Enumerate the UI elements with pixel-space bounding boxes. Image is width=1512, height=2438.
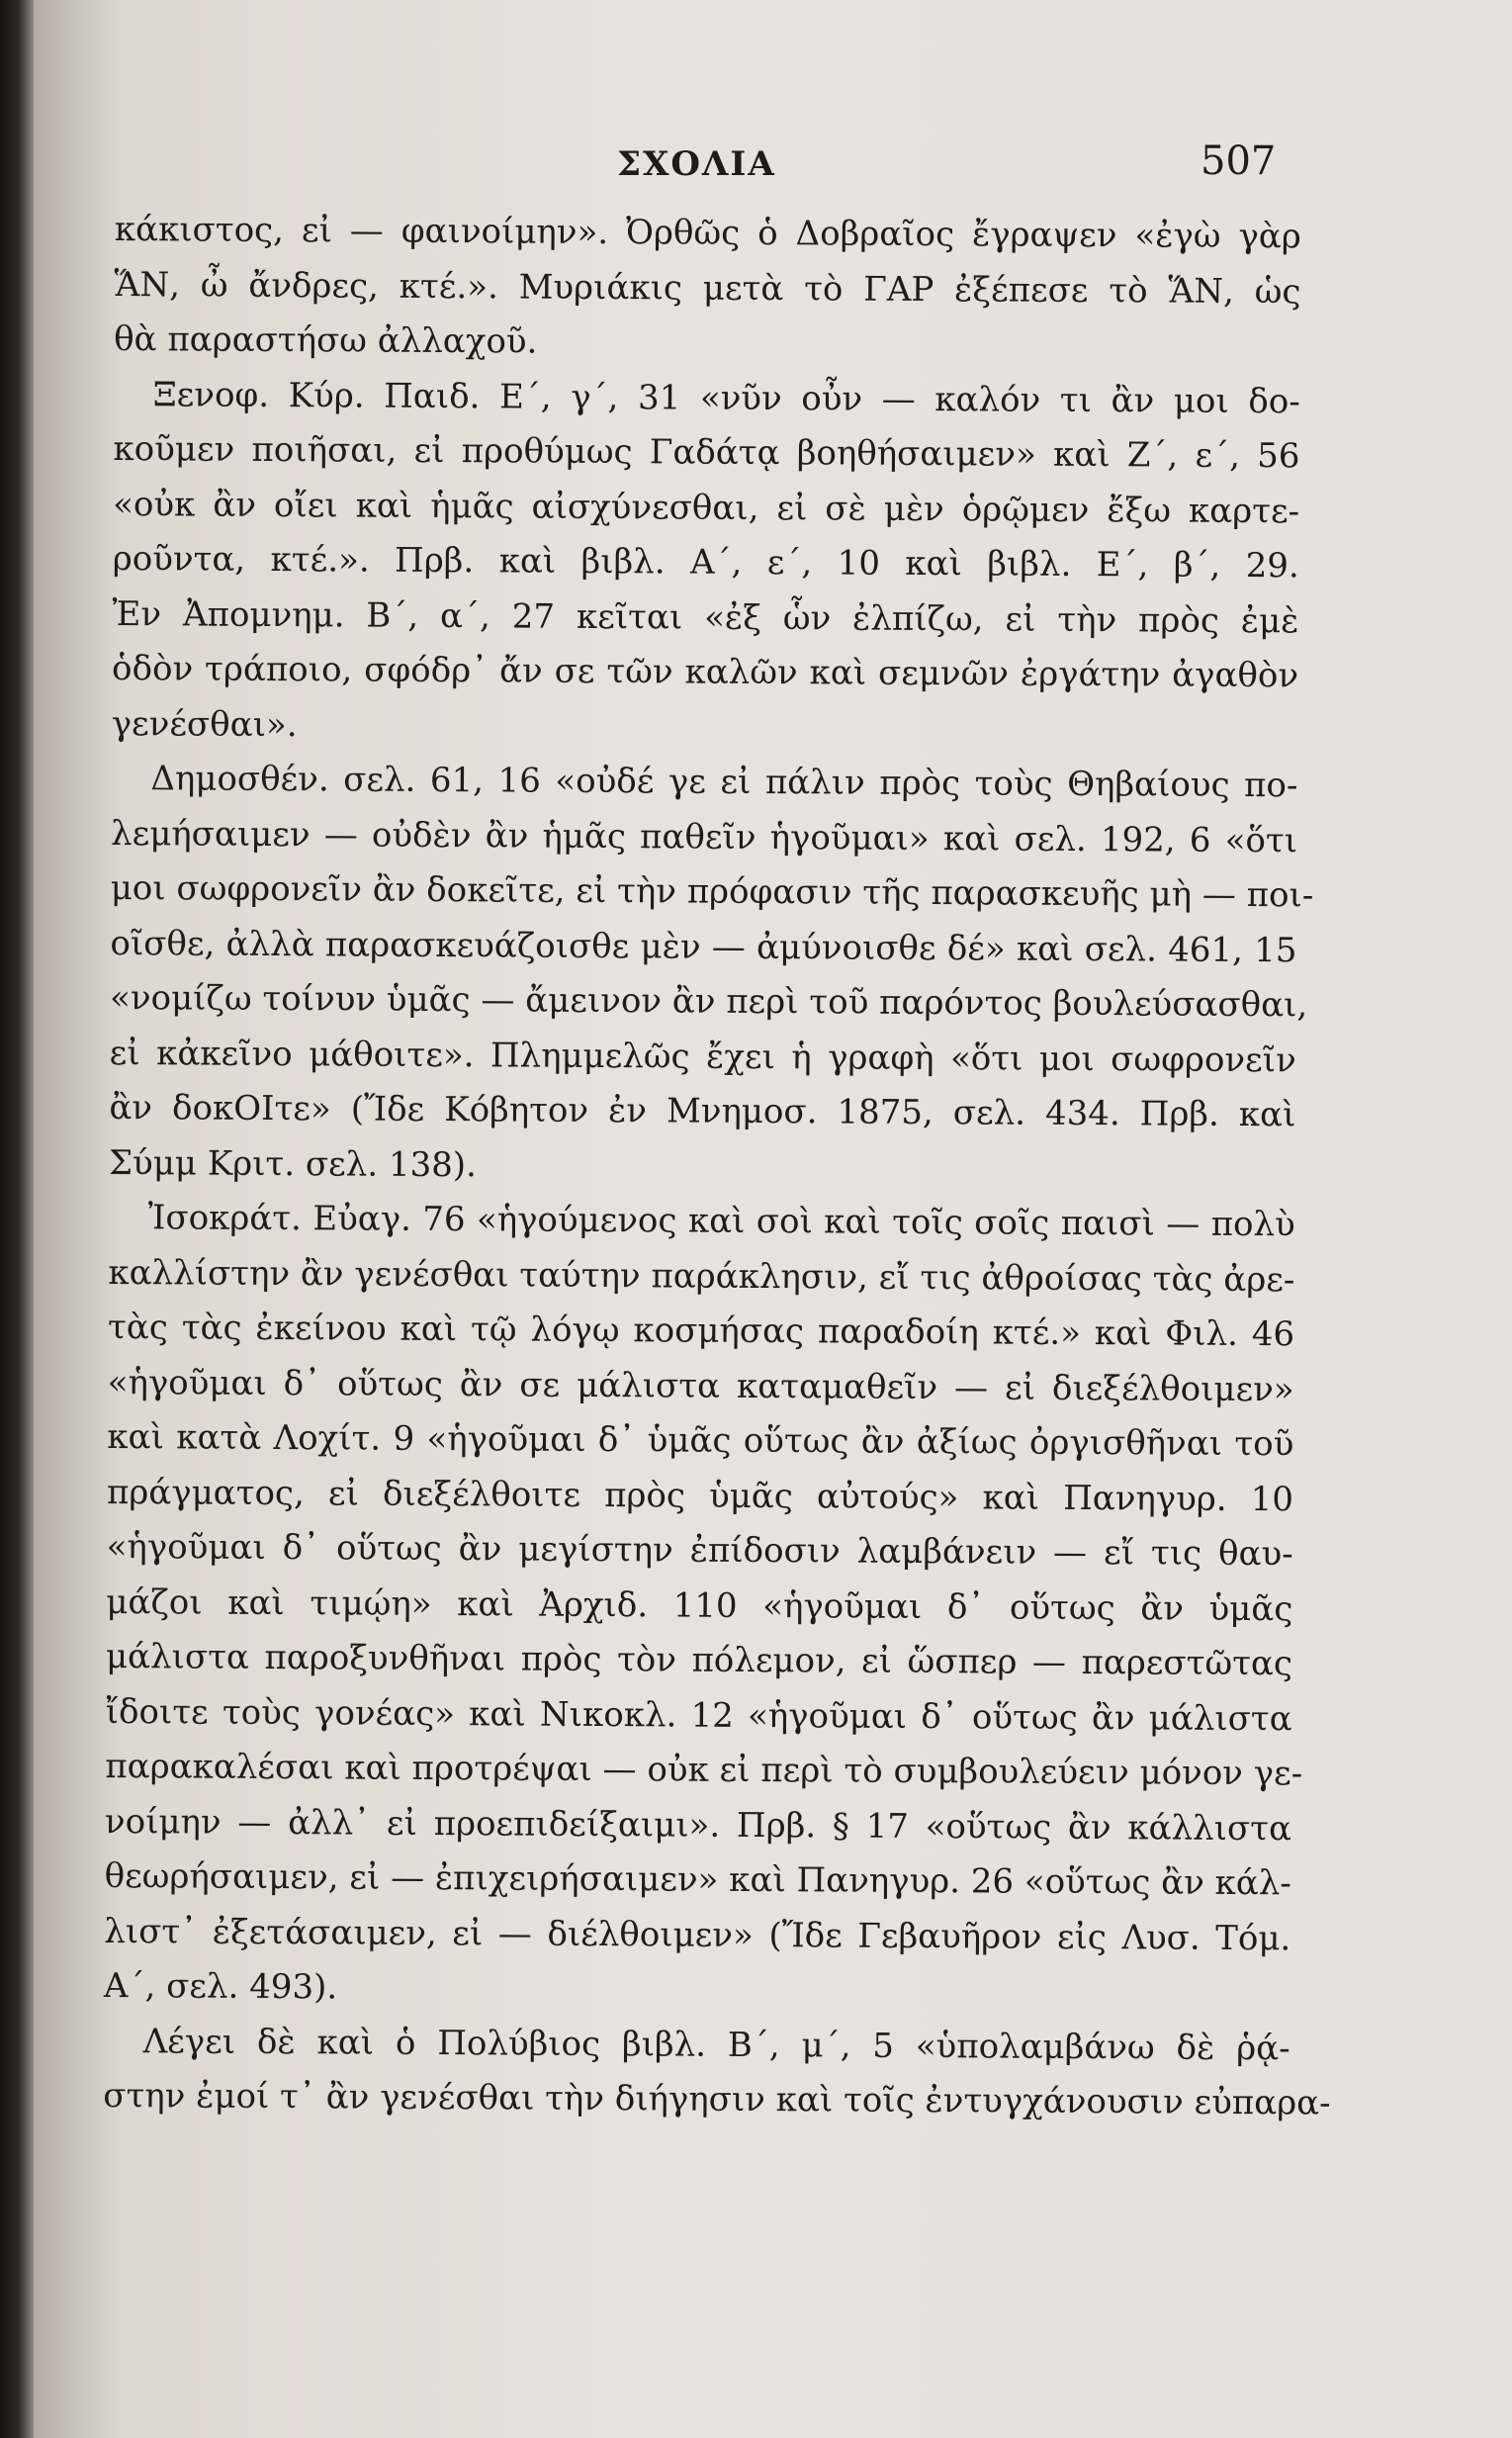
page-number: 507 [1201,138,1277,184]
text-line: γενέσθαι». [111,703,298,745]
text-line: νοίμην — ἀλλ᾽ εἰ προεπιδείξαιμι». Πρβ. § 17 «οὕτως ἂν κάλλιστα [104,1801,1292,1849]
text-line: οῖσθε, ἀλλὰ παρασκευάζοισθε μὲν — ἀμύνοισθε δέ» καὶ σελ. 461, 15 [110,923,1297,970]
text-line: μάζοι καὶ τιμῴη» καὶ Ἀρχιδ. 110 «ἡγοῦμαι δ᾽ οὕτως ἂν ὑμᾶς [106,1581,1293,1629]
text-line: «οὐκ ἂν οἴει καὶ ἡμᾶς αἰσχύνεσθαι, εἰ σὲ μὲν ὁρῷμεν ἔξω καρτε- [113,484,1300,531]
text-line: «ἡγοῦμαι δ᾽ οὕτως ἂν σε μάλιστα καταμαθεῖν — εἰ διεξέλθοιμεν» [107,1362,1294,1409]
text-line: ὁδὸν τράποιο, σφόδρ᾽ ἄν σε τῶν καλῶν καὶ σεμνῶν ἐργάτην ἀγαθὸν [112,648,1299,696]
text-line: «νομίζω τοίνυν ὑμᾶς — ἄμεινον ἂν περὶ τοῦ παρόντος βουλεύσασθαι, [109,977,1308,1026]
text-line: λεμήσαιμεν — οὐδὲν ἂν ἡμᾶς παθεῖν ἡγοῦμαι» καὶ σελ. 192, 6 «ὅτι [110,813,1298,860]
text-line: κάκιστος, εἰ — φαινοίμην». Ὀρθῶς ὁ Δοβραῖος ἔγραψεν «ἐγὼ γὰρ [114,209,1301,257]
text-line: ἍΝ, ὦ ἄνδρες, κτέ.». Μυριάκις μετὰ τὸ ΓΑΡ ἐξέπεσε τὸ ἍΝ, ὡς [114,264,1301,312]
text-line: Δημοσθέν. σελ. 61, 16 «οὐδέ γε εἰ πάλιν πρὸς τοὺς Θηβαίους πο- [150,759,1298,806]
text-line: Σύμμ Κριτ. σελ. 138). [108,1142,477,1185]
text-line: ἂν δοκOIτε» (Ἴδε Κόβητον ἐν Μνημοσ. 1875, σελ. 434. Πρβ. καὶ [109,1087,1296,1135]
body-text [103,203,1331,2131]
text-line: λιστ᾽ ἐξετάσαιμεν, εἰ — διέλθοιμεν» (Ἴδε Γεβαυῆρον εἰς Λυσ. Τόμ. [104,1911,1291,1958]
text-line: παρακαλέσαι καὶ προτρέψαι — οὐκ εἰ περὶ τὸ συμβουλεύειν μόνον γε- [105,1746,1303,1794]
text-line: Α΄, σελ. 493). [103,1965,338,2008]
text-line: ἴδοιτε τοὺς γονέας» καὶ Νικοκλ. 12 «ἡγοῦμαι δ᾽ οὕτως ἂν μάλιστα [105,1691,1292,1739]
running-title: ΣΧΟΛΙΑ [617,144,776,184]
page-header [34,136,1512,196]
text-line: «ἡγοῦμαι δ᾽ οὕτως ἂν μεγίστην ἐπίδοσιν λαμβάνειν — εἴ τις θαυ- [106,1526,1293,1575]
text-line: εἰ κἀκεῖνο μάθοιτε». Πλημμελῶς ἔχει ἡ γραφὴ «ὅτι μοι σωφρονεῖν [109,1033,1296,1080]
text-line: Ξενοφ. Κύρ. Παιδ. Ε΄, γ΄, 31 «νῦν οὖν — καλόν τι ἂν μοι δο- [152,374,1300,421]
book-page [34,0,1512,2438]
text-line: Ἰσοκράτ. Εὐαγ. 76 «ἡγούμενος καὶ σοὶ καὶ τοῖς σοῖς παισὶ — πολὺ [147,1198,1295,1245]
text-line: στην ἐμοί τ᾽ ἂν γενέσθαι τὴν διήγησιν καὶ τοῖς ἐντυγχάνουσιν εὐπαρα- [103,2075,1331,2123]
text-line: μάλιστα παροξυνθῆναι πρὸς τὸν πόλεμον, εἰ ὥσπερ — παρεστῶτας [105,1636,1293,1684]
text-line: καλλίστην ἂν γενέσθαι ταύτην παράκλησιν, εἴ τις ἀθροίσας τὰς ἀρε- [108,1252,1295,1300]
text-line: Λέγει δὲ καὶ ὁ Πολύβιος βιβλ. Β΄, μ΄, 5 «ὑπολαμβάνω δὲ ῥᾴ- [142,2021,1290,2068]
text-line: πράγματος, εἰ διεξέλθοιτε πρὸς ὑμᾶς αὐτούς» καὶ Πανηγυρ. 10 [106,1472,1294,1519]
scan-binding-shadow [0,0,34,2438]
text-line: μοι σωφρονεῖν ἂν δοκεῖτε, εἰ τὴν πρόφασιν τῆς παρασκευῆς μὴ — ποι- [110,867,1314,916]
text-line: Ἐν Ἀπομνημ. Β΄, α΄, 27 κεῖται «ἐξ ὧν ἐλπίζω, εἰ τὴν πρὸς ἐμὲ [112,593,1299,641]
text-line: θεωρήσαιμεν, εἰ — ἐπιχειρήσαιμεν» καὶ Πανηγυρ. 26 «οὕτως ἂν κάλ- [104,1855,1291,1904]
text-line: κοῦμεν ποιῆσαι, εἰ προθύμως Γαδάτᾳ βοηθήσαιμεν» καὶ Ζ΄, ε΄, 56 [113,428,1300,477]
text-line: τὰς τὰς ἐκείνου καὶ τῷ λόγῳ κοσμήσας παραδοίη κτέ.» καὶ Φιλ. 46 [107,1307,1295,1355]
text-line: ροῦντα, κτέ.». Πρβ. καὶ βιβλ. Α΄, ε΄, 10 καὶ βιβλ. Ε΄, β΄, 29. [112,538,1299,587]
text-line: θὰ παραστήσω ἀλλαχοῦ. [114,318,538,362]
text-line: καὶ κατὰ Λοχίτ. 9 «ἡγοῦμαι δ᾽ ὑμᾶς οὕτως ἂν ἀξίως ὀργισθῆναι τοῦ [107,1416,1294,1465]
